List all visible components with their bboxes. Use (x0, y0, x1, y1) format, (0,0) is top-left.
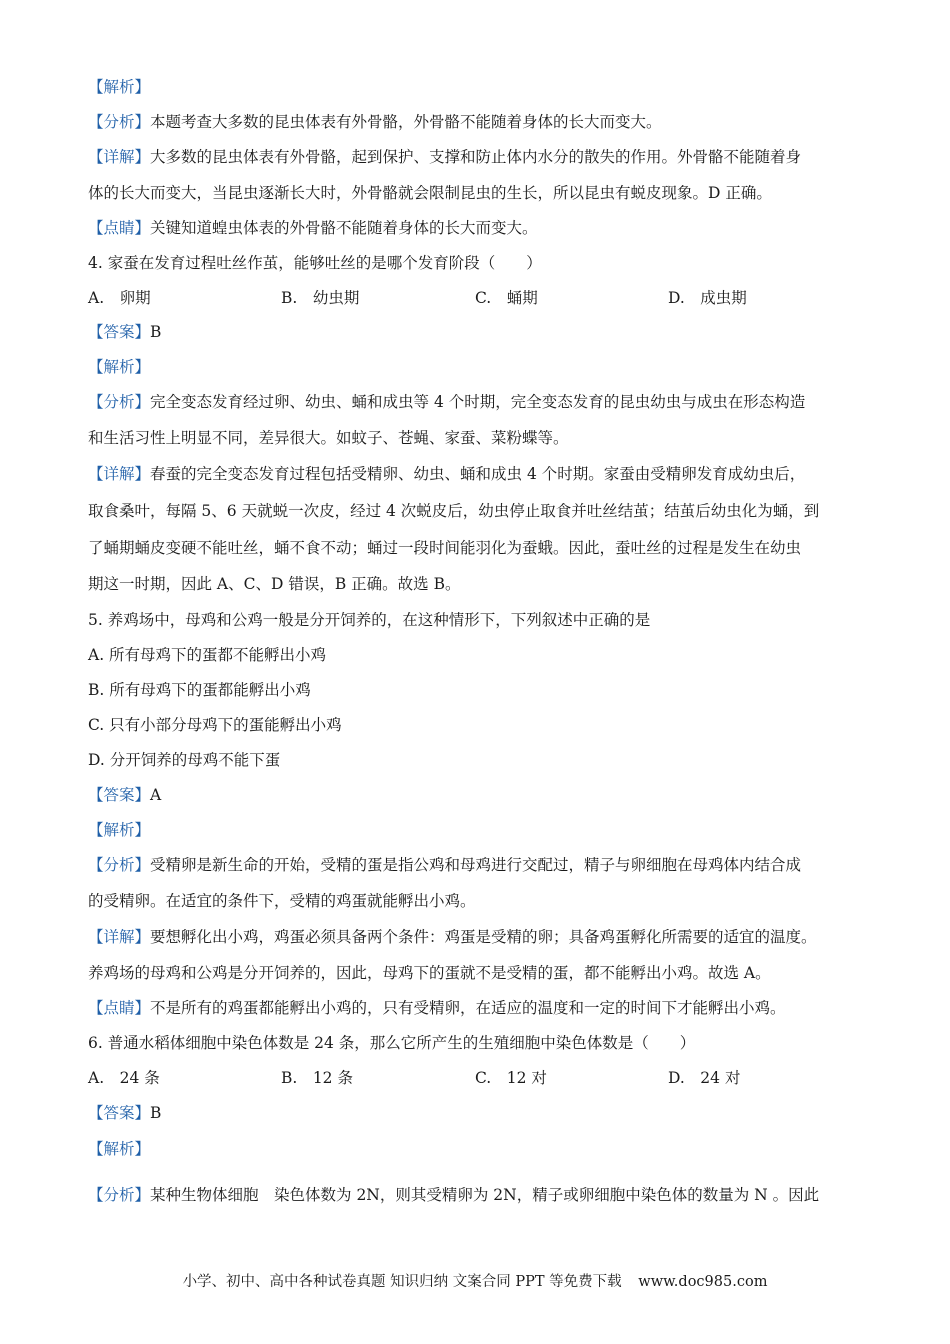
line-text: 不是所有的鸡蛋都能孵出小鸡的，只有受精卵，在适应的温度和一定的时间下才能孵出小鸡。 (150, 999, 786, 1017)
line-text: 关键知道蝗虫体表的外骨骼不能随着身体的长大而变大。 (150, 219, 538, 237)
line-text: 养鸡场的母鸡和公鸡是分开饲养的，因此，母鸡下的蛋就不是受精的蛋，都不能孵出小鸡。故选 A。 (88, 964, 771, 982)
option-d: D. 24 对 (668, 1069, 741, 1087)
doc-line (88, 428, 569, 448)
line-text: A. 所有母鸡下的蛋都不能孵出小鸡 (88, 646, 327, 664)
doc-line (88, 998, 786, 1018)
doc-line (88, 183, 772, 203)
line-text: B. 所有母鸡下的蛋都能孵出小鸡 (88, 681, 311, 699)
option-a (88, 645, 326, 665)
footer-link[interactable]: www.doc985.com (638, 1274, 768, 1290)
section-tag: 【点睛】 (88, 219, 151, 237)
doc-line (88, 891, 476, 911)
page-footer (0, 1270, 950, 1291)
question-4 (88, 253, 542, 273)
doc-line (88, 963, 771, 983)
line-text: 春蚕的完全变态发育过程包括受精卵、幼虫、蛹和成虫 4 个时期。家蚕由受精卵发育成幼虫后， (150, 465, 806, 483)
line-text: 本题考查大多数的昆虫体表有外骨骼，外骨骼不能随着身体的长大而变大。 (150, 113, 662, 131)
option-b: B. 幼虫期 (281, 289, 360, 307)
section-tag: 【解析】 (88, 1140, 151, 1158)
option-b: B. 12 条 (281, 1069, 353, 1087)
line-text: 取食桑叶，每隔 5、6 天就蜕一次皮，经过 4 次蜕皮后，幼虫停止取食并吐丝结茧；结茧后幼虫化为蛹，到 (88, 502, 820, 520)
doc-line (88, 820, 150, 840)
doc-line (88, 147, 801, 167)
line-text: 大多数的昆虫体表有外骨骼，起到保护、支撑和防止体内水分的散失的作用。外骨骼不能随着身 (150, 148, 802, 166)
doc-line (88, 322, 161, 342)
line-text: 完全变态发育经过卵、幼虫、蛹和成虫等 4 个时期，完全变态发育的昆虫幼虫与成虫在形态构造 (150, 393, 806, 411)
doc-line (88, 357, 150, 377)
section-tag: 【分析】 (88, 1186, 151, 1204)
line-text: C. 只有小部分母鸡下的蛋能孵出小鸡 (88, 716, 342, 734)
doc-line (88, 1185, 819, 1205)
section-tag: 【点睛】 (88, 999, 151, 1017)
line-text: 和生活习性上明显不同，差异很大。如蚊子、苍蝇、家蚕、菜粉蝶等。 (88, 429, 569, 447)
doc-line (88, 112, 662, 132)
doc-line (88, 927, 817, 947)
question-5 (88, 610, 650, 630)
footer-text: 小学、初中、高中各种试卷真题 知识归纳 文案合同 PPT 等免费下载 (182, 1274, 622, 1290)
line-text: D. 分开饲养的母鸡不能下蛋 (88, 751, 281, 769)
line-text: 期这一时期，因此 A、C、D 错误，B 正确。故选 B。 (88, 575, 461, 593)
option-d: D. 成虫期 (668, 289, 747, 307)
doc-line (88, 501, 819, 521)
doc-line (88, 855, 801, 875)
line-text: B (150, 323, 162, 341)
line-text: 4. 家蚕在发育过程吐丝作茧，能够吐丝的是哪个发育阶段（ ） (88, 254, 542, 272)
line-text: 了蛹期蛹皮变硬不能吐丝，蛹不食不动；蛹过一段时间能羽化为蚕蛾。因此，蚕吐丝的过程是发生在幼虫 (88, 539, 802, 557)
line-text: 要想孵化出小鸡，鸡蛋必须具备两个条件：鸡蛋是受精的卵；具备鸡蛋孵化所需要的适宜的温度。 (150, 928, 817, 946)
section-tag: 【答案】 (88, 323, 151, 341)
line-text: A (150, 786, 162, 804)
line-text: B (150, 1104, 162, 1122)
section-tag: 【详解】 (88, 465, 151, 483)
section-tag: 【答案】 (88, 1104, 151, 1122)
doc-line (88, 1103, 161, 1123)
doc-line (88, 218, 538, 238)
line-text: 5. 养鸡场中，母鸡和公鸡一般是分开饲养的，在这种情形下，下列叙述中正确的是 (88, 611, 651, 629)
section-tag: 【分析】 (88, 113, 151, 131)
option-a: A. 24 条 (88, 1069, 160, 1087)
doc-line (88, 785, 161, 805)
question-6 (88, 1033, 695, 1053)
option-c: C. 12 对 (475, 1069, 547, 1087)
line-text: 受精卵是新生命的开始，受精的蛋是指公鸡和母鸡进行交配过，精子与卵细胞在母鸡体内结合成 (150, 856, 802, 874)
doc-line (88, 538, 801, 558)
doc-line (88, 1139, 150, 1159)
line-text: 体的长大而变大，当昆虫逐渐长大时，外骨骼就会限制昆虫的生长，所以昆虫有蜕皮现象。D 正确。 (88, 184, 772, 202)
section-tag: 【详解】 (88, 928, 151, 946)
doc-line (88, 77, 150, 97)
option-c (88, 715, 342, 735)
section-tag: 【答案】 (88, 786, 151, 804)
option-c: C. 蛹期 (475, 289, 538, 307)
section-tag: 【解析】 (88, 358, 151, 376)
doc-line (88, 464, 805, 484)
section-tag: 【详解】 (88, 148, 151, 166)
section-tag: 【解析】 (88, 821, 151, 839)
option-b (88, 680, 311, 700)
section-tag: 【分析】 (88, 393, 151, 411)
option-a: A. 卵期 (88, 289, 151, 307)
line-text: 的受精卵。在适宜的条件下，受精的鸡蛋就能孵出小鸡。 (88, 892, 476, 910)
doc-line (88, 574, 460, 594)
option-d (88, 750, 280, 770)
line-text: 6. 普通水稻体细胞中染色体数是 24 条，那么它所产生的生殖细胞中染色体数是（ ） (88, 1034, 696, 1052)
section-tag: 【解析】 (88, 78, 151, 96)
doc-line (88, 392, 805, 412)
line-text: 某种生物体细胞 染色体数为 2N，则其受精卵为 2N，精子或卵细胞中染色体的数量为 N 。因此 (150, 1186, 820, 1204)
section-tag: 【分析】 (88, 856, 151, 874)
